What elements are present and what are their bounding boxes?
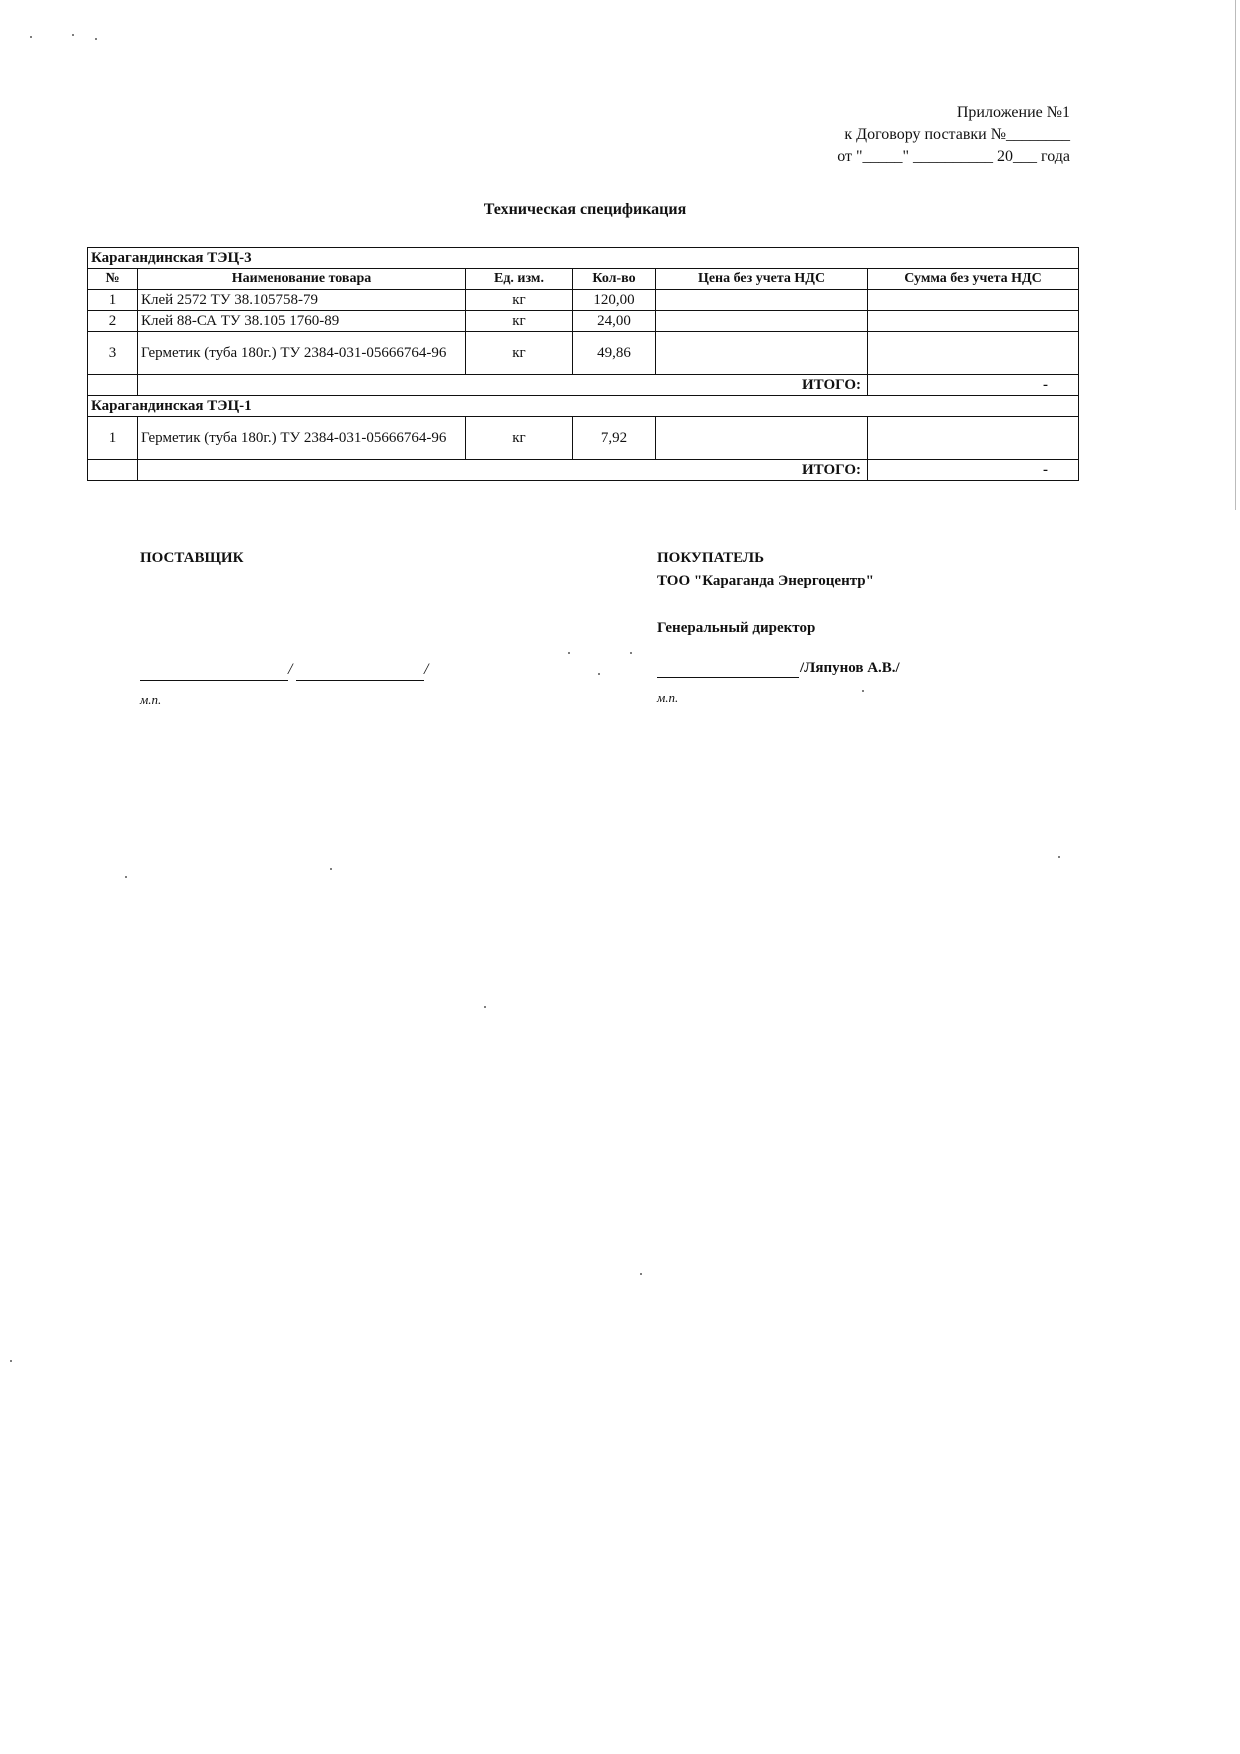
buyer-organization: ТОО "Караганда Энергоцентр" <box>657 573 874 589</box>
row-name: Клей 2572 ТУ 38.105758-79 <box>138 290 466 311</box>
header-num: № <box>88 269 138 290</box>
total-empty-cell <box>88 460 138 481</box>
row-sum <box>868 311 1079 332</box>
row-price <box>656 290 868 311</box>
annex-contract-ref: к Договору поставки №________ <box>844 126 1070 143</box>
scan-speck <box>330 868 332 870</box>
header-unit: Ед. изм. <box>466 269 573 290</box>
scan-speck <box>598 673 600 675</box>
header-price: Цена без учета НДС <box>656 269 868 290</box>
supplier-sig-slash: / <box>288 661 293 678</box>
supplier-sig-slash: / <box>424 661 429 678</box>
total-value: - <box>868 460 1079 481</box>
row-qty: 7,92 <box>573 417 656 460</box>
scan-speck <box>630 652 632 654</box>
row-num: 1 <box>88 417 138 460</box>
header-name: Наименование товара <box>138 269 466 290</box>
row-qty: 24,00 <box>573 311 656 332</box>
scan-speck <box>1058 856 1060 858</box>
total-label: ИТОГО: <box>138 460 868 481</box>
total-label: ИТОГО: <box>138 375 868 396</box>
scan-speck <box>484 1006 486 1008</box>
header-qty: Кол-во <box>573 269 656 290</box>
row-num: 1 <box>88 290 138 311</box>
supplier-title: ПОСТАВЩИК <box>140 550 244 566</box>
row-price <box>656 332 868 375</box>
row-num: 2 <box>88 311 138 332</box>
supplier-name-line <box>296 680 424 681</box>
header-sum: Сумма без учета НДС <box>868 269 1079 290</box>
row-unit: кг <box>466 417 573 460</box>
buyer-stamp-place: м.п. <box>657 690 679 705</box>
scan-speck <box>95 38 97 40</box>
row-unit: кг <box>466 311 573 332</box>
row-name: Герметик (туба 180г.) ТУ 2384-031-05666764-96 <box>138 332 466 375</box>
document-title: Техническая спецификация <box>483 201 687 218</box>
scan-speck <box>30 36 32 38</box>
total-row <box>88 375 1079 396</box>
row-sum <box>868 332 1079 375</box>
row-unit: кг <box>466 332 573 375</box>
scan-speck <box>862 690 864 692</box>
table-header-row <box>88 269 1079 290</box>
section-name: Карагандинская ТЭЦ-3 <box>88 248 1079 269</box>
scan-speck <box>640 1273 642 1275</box>
row-qty: 49,86 <box>573 332 656 375</box>
scan-speck <box>568 652 570 654</box>
row-price <box>656 311 868 332</box>
section-name: Карагандинская ТЭЦ-1 <box>88 396 1079 417</box>
row-qty: 120,00 <box>573 290 656 311</box>
table-row <box>88 417 1079 460</box>
annex-number: Приложение №1 <box>956 104 1070 121</box>
row-price <box>656 417 868 460</box>
specification-table <box>87 247 1079 481</box>
annex-reference <box>770 102 1070 168</box>
total-empty-cell <box>88 375 138 396</box>
table-row <box>88 311 1079 332</box>
section-header-row <box>88 248 1079 269</box>
buyer-position: Генеральный директор <box>657 620 816 636</box>
total-value: - <box>868 375 1079 396</box>
supplier-stamp-place: м.п. <box>140 692 162 707</box>
row-unit: кг <box>466 290 573 311</box>
annex-contract-date: от "_____" __________ 20___ года <box>837 148 1070 165</box>
buyer-signatory-name: /Ляпунов А.В./ <box>800 660 900 676</box>
supplier-signature-line <box>140 680 288 681</box>
total-row <box>88 460 1079 481</box>
buyer-signature-line <box>657 677 799 678</box>
scan-speck <box>72 34 74 36</box>
row-name: Герметик (туба 180г.) ТУ 2384-031-05666764-96 <box>138 417 466 460</box>
row-name: Клей 88-СА ТУ 38.105 1760-89 <box>138 311 466 332</box>
scan-edge-line <box>1235 0 1236 510</box>
table-row <box>88 290 1079 311</box>
table-row <box>88 332 1079 375</box>
row-sum <box>868 417 1079 460</box>
buyer-title: ПОКУПАТЕЛЬ <box>657 550 765 566</box>
row-sum <box>868 290 1079 311</box>
row-num: 3 <box>88 332 138 375</box>
scan-speck <box>10 1360 12 1362</box>
section-header-row <box>88 396 1079 417</box>
scan-speck <box>125 876 127 878</box>
